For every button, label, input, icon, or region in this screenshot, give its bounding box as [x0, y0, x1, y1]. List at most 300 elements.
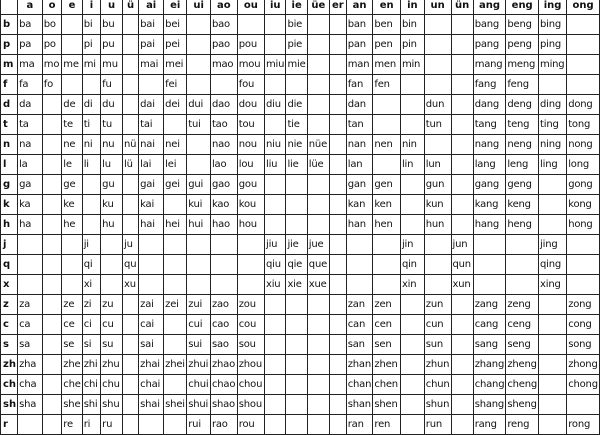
syllable-cell: hun [424, 215, 451, 235]
table-row [1, 115, 600, 135]
syllable-cell: zai [139, 295, 164, 315]
syllable-cell: shai [139, 395, 164, 415]
syllable-cell [539, 215, 567, 235]
syllable-cell [42, 95, 62, 115]
syllable-cell: rang [473, 415, 506, 435]
syllable-cell: long [567, 155, 600, 175]
syllable-cell: pen [373, 35, 401, 55]
syllable-cell: rui [187, 415, 211, 435]
syllable-cell: ren [373, 415, 401, 435]
syllable-cell: cun [424, 315, 451, 335]
syllable-cell [373, 155, 401, 175]
syllable-cell: bai [139, 15, 164, 35]
syllable-cell: xiu [264, 275, 285, 295]
syllable-cell: pin [400, 35, 424, 55]
syllable-cell [264, 315, 285, 335]
syllable-cell: han [346, 215, 373, 235]
syllable-cell: sao [210, 335, 237, 355]
syllable-cell [264, 115, 285, 135]
syllable-cell: bing [539, 15, 567, 35]
syllable-cell: hai [139, 215, 164, 235]
syllable-cell: xing [539, 275, 567, 295]
syllable-cell [539, 335, 567, 355]
syllable-cell: cha [18, 375, 43, 395]
syllable-cell [424, 15, 451, 35]
syllable-cell: ri [82, 415, 100, 435]
syllable-cell [329, 155, 346, 175]
syllable-cell: gong [567, 175, 600, 195]
syllable-cell: zhou [237, 355, 264, 375]
syllable-cell [307, 395, 329, 415]
syllable-cell: gang [473, 175, 506, 195]
syllable-cell [62, 275, 82, 295]
syllable-cell: cheng [506, 375, 539, 395]
syllable-cell [42, 315, 62, 335]
syllable-cell [451, 215, 473, 235]
final-header: ou [237, 0, 264, 15]
table-row [1, 155, 600, 175]
syllable-cell [451, 395, 473, 415]
syllable-cell: sou [237, 335, 264, 355]
syllable-cell [400, 315, 424, 335]
syllable-cell [18, 235, 43, 255]
syllable-cell [42, 275, 62, 295]
syllable-cell: nou [237, 135, 264, 155]
syllable-cell: na [18, 135, 43, 155]
syllable-cell [329, 255, 346, 275]
syllable-cell [123, 395, 139, 415]
syllable-cell: keng [506, 195, 539, 215]
syllable-cell: dong [567, 95, 600, 115]
syllable-cell: peng [506, 35, 539, 55]
syllable-cell [210, 235, 237, 255]
syllable-cell: zei [164, 295, 187, 315]
syllable-cell: san [346, 335, 373, 355]
syllable-cell [164, 275, 187, 295]
syllable-cell: hei [164, 215, 187, 235]
syllable-cell [42, 415, 62, 435]
final-header: en [373, 0, 401, 15]
syllable-cell [373, 235, 401, 255]
initial-header: q [1, 255, 18, 275]
syllable-cell: ben [373, 15, 401, 35]
final-header: o [42, 0, 62, 15]
syllable-cell [506, 255, 539, 275]
syllable-cell: sheng [506, 395, 539, 415]
syllable-cell [567, 75, 600, 95]
syllable-cell: te [62, 115, 82, 135]
syllable-cell [307, 175, 329, 195]
table-row [1, 215, 600, 235]
syllable-cell: ze [62, 295, 82, 315]
syllable-cell [187, 255, 211, 275]
syllable-cell: rong [567, 415, 600, 435]
syllable-cell: pei [164, 35, 187, 55]
syllable-cell [62, 75, 82, 95]
syllable-cell: mo [42, 55, 62, 75]
syllable-cell [307, 355, 329, 375]
syllable-cell [264, 15, 285, 35]
final-header: e [62, 0, 82, 15]
syllable-cell [42, 115, 62, 135]
syllable-cell [506, 235, 539, 255]
syllable-cell: jin [400, 235, 424, 255]
syllable-cell: shun [424, 395, 451, 415]
initial-header: m [1, 55, 18, 75]
syllable-cell [307, 95, 329, 115]
syllable-cell: pi [82, 35, 100, 55]
initial-header: b [1, 15, 18, 35]
initial-header: f [1, 75, 18, 95]
syllable-cell [329, 55, 346, 75]
syllable-cell [18, 415, 43, 435]
syllable-cell: zu [101, 295, 123, 315]
syllable-cell: bao [210, 15, 237, 35]
syllable-cell [62, 255, 82, 275]
syllable-cell: sang [473, 335, 506, 355]
syllable-cell [400, 215, 424, 235]
syllable-cell: qi [82, 255, 100, 275]
final-header: ai [139, 0, 164, 15]
final-header: ie [286, 0, 307, 15]
syllable-cell [329, 335, 346, 355]
syllable-cell: beng [506, 15, 539, 35]
initial-header: g [1, 175, 18, 195]
syllable-cell: ni [82, 135, 100, 155]
syllable-cell [286, 355, 307, 375]
initial-header: n [1, 135, 18, 155]
syllable-cell: kui [187, 195, 211, 215]
syllable-cell: gui [187, 175, 211, 195]
syllable-cell [539, 195, 567, 215]
initial-header: p [1, 35, 18, 55]
table-row [1, 175, 600, 195]
syllable-cell [424, 255, 451, 275]
syllable-cell [264, 355, 285, 375]
syllable-cell: hu [101, 215, 123, 235]
syllable-cell: lang [473, 155, 506, 175]
syllable-cell [329, 135, 346, 155]
syllable-cell: kou [237, 195, 264, 215]
syllable-cell [373, 95, 401, 115]
syllable-cell: liu [264, 155, 285, 175]
syllable-cell [42, 235, 62, 255]
syllable-cell: bie [286, 15, 307, 35]
syllable-cell: jing [539, 235, 567, 255]
syllable-cell: xin [400, 275, 424, 295]
syllable-cell [451, 315, 473, 335]
final-header: eng [506, 0, 539, 15]
syllable-cell [42, 195, 62, 215]
syllable-cell: ma [18, 55, 43, 75]
syllable-cell [264, 395, 285, 415]
syllable-cell: ban [346, 15, 373, 35]
syllable-cell: deng [506, 95, 539, 115]
syllable-cell: hao [210, 215, 237, 235]
final-header: an [346, 0, 373, 15]
syllable-cell [567, 35, 600, 55]
syllable-cell [307, 315, 329, 335]
syllable-cell [101, 235, 123, 255]
syllable-cell: sha [18, 395, 43, 415]
syllable-cell [18, 275, 43, 295]
syllable-cell: fei [164, 75, 187, 95]
table-row [1, 375, 600, 395]
syllable-cell [451, 95, 473, 115]
syllable-cell: ta [18, 115, 43, 135]
syllable-cell: he [62, 215, 82, 235]
final-header: ui [187, 0, 211, 15]
syllable-cell: fou [237, 75, 264, 95]
syllable-cell: de [62, 95, 82, 115]
syllable-cell: zhao [210, 355, 237, 375]
final-header: ün [451, 0, 473, 15]
syllable-cell [42, 155, 62, 175]
syllable-cell [101, 255, 123, 275]
syllable-cell: xie [286, 275, 307, 295]
syllable-cell: fo [42, 75, 62, 95]
syllable-cell [451, 375, 473, 395]
syllable-cell [62, 235, 82, 255]
syllable-cell: gu [101, 175, 123, 195]
syllable-cell [237, 235, 264, 255]
syllable-cell: lü [123, 155, 139, 175]
syllable-cell: la [18, 155, 43, 175]
syllable-cell [286, 215, 307, 235]
syllable-cell [473, 275, 506, 295]
syllable-cell: fa [18, 75, 43, 95]
syllable-cell [451, 135, 473, 155]
syllable-cell: nei [164, 135, 187, 155]
syllable-cell [424, 275, 451, 295]
syllable-cell: gun [424, 175, 451, 195]
syllable-cell: men [373, 55, 401, 75]
syllable-cell: ca [18, 315, 43, 335]
syllable-cell: zhong [567, 355, 600, 375]
syllable-cell: su [101, 335, 123, 355]
syllable-cell: mai [139, 55, 164, 75]
syllable-cell: ming [539, 55, 567, 75]
initial-header: sh [1, 395, 18, 415]
initial-header: j [1, 235, 18, 255]
syllable-cell: zang [473, 295, 506, 315]
syllable-cell: ha [18, 215, 43, 235]
syllable-cell [506, 275, 539, 295]
syllable-cell [400, 175, 424, 195]
syllable-cell: zhan [346, 355, 373, 375]
syllable-cell [329, 315, 346, 335]
syllable-cell [164, 335, 187, 355]
syllable-cell: nan [346, 135, 373, 155]
syllable-cell: chui [187, 375, 211, 395]
syllable-cell: bu [101, 15, 123, 35]
syllable-cell: pie [286, 35, 307, 55]
table-row [1, 55, 600, 75]
syllable-cell: zao [210, 295, 237, 315]
syllable-cell: zhen [373, 355, 401, 375]
syllable-cell: mao [210, 55, 237, 75]
syllable-cell: heng [506, 215, 539, 235]
syllable-cell [451, 355, 473, 375]
syllable-cell [286, 195, 307, 215]
syllable-cell [123, 355, 139, 375]
syllable-cell: niu [264, 135, 285, 155]
syllable-cell: fan [346, 75, 373, 95]
syllable-cell [237, 255, 264, 275]
syllable-cell [451, 55, 473, 75]
syllable-cell: zui [187, 295, 211, 315]
syllable-cell: cang [473, 315, 506, 335]
syllable-cell: mi [82, 55, 100, 75]
syllable-cell: cao [210, 315, 237, 335]
syllable-cell [400, 295, 424, 315]
syllable-cell: chan [346, 375, 373, 395]
syllable-cell: dang [473, 95, 506, 115]
syllable-cell [164, 375, 187, 395]
syllable-cell [42, 295, 62, 315]
syllable-cell: po [42, 35, 62, 55]
syllable-cell [123, 175, 139, 195]
syllable-cell [400, 95, 424, 115]
syllable-cell: kang [473, 195, 506, 215]
syllable-cell: qie [286, 255, 307, 275]
syllable-cell [187, 135, 211, 155]
syllable-cell: min [400, 55, 424, 75]
syllable-cell: zong [567, 295, 600, 315]
syllable-cell: shi [82, 395, 100, 415]
syllable-cell: run [424, 415, 451, 435]
syllable-cell: shang [473, 395, 506, 415]
syllable-cell [42, 335, 62, 355]
syllable-cell [329, 95, 346, 115]
syllable-cell: ke [62, 195, 82, 215]
syllable-cell [286, 315, 307, 335]
syllable-cell: nie [286, 135, 307, 155]
syllable-cell: tao [210, 115, 237, 135]
syllable-cell [139, 415, 164, 435]
syllable-cell [307, 335, 329, 355]
syllable-cell: neng [506, 135, 539, 155]
table-row [1, 275, 600, 295]
syllable-cell [400, 415, 424, 435]
syllable-cell [264, 295, 285, 315]
syllable-cell: shan [346, 395, 373, 415]
syllable-cell [264, 35, 285, 55]
final-header: ao [210, 0, 237, 15]
syllable-cell [424, 35, 451, 55]
syllable-cell [82, 75, 100, 95]
syllable-cell: hen [373, 215, 401, 235]
table-row [1, 335, 600, 355]
syllable-cell: tang [473, 115, 506, 135]
syllable-cell: kun [424, 195, 451, 215]
table-row [1, 195, 600, 215]
syllable-cell [567, 275, 600, 295]
syllable-cell: lao [210, 155, 237, 175]
syllable-cell: cui [187, 315, 211, 335]
syllable-cell [329, 35, 346, 55]
syllable-cell [567, 255, 600, 275]
syllable-cell [424, 75, 451, 95]
syllable-cell [164, 315, 187, 335]
syllable-cell [210, 75, 237, 95]
syllable-cell [329, 15, 346, 35]
syllable-cell [307, 55, 329, 75]
syllable-cell: sun [424, 335, 451, 355]
syllable-cell: gou [237, 175, 264, 195]
syllable-cell: xi [82, 275, 100, 295]
syllable-cell: song [567, 335, 600, 355]
syllable-cell [473, 235, 506, 255]
syllable-cell: zha [18, 355, 43, 375]
syllable-cell [346, 235, 373, 255]
syllable-cell [451, 415, 473, 435]
syllable-cell: du [101, 95, 123, 115]
syllable-cell [329, 175, 346, 195]
syllable-cell: seng [506, 335, 539, 355]
syllable-cell [539, 355, 567, 375]
syllable-cell [451, 75, 473, 95]
table-row [1, 355, 600, 375]
syllable-cell: reng [506, 415, 539, 435]
initial-header: z [1, 295, 18, 315]
syllable-cell [567, 15, 600, 35]
syllable-cell [264, 375, 285, 395]
syllable-cell: nin [400, 135, 424, 155]
syllable-cell [424, 135, 451, 155]
syllable-cell: zhe [62, 355, 82, 375]
syllable-cell: re [62, 415, 82, 435]
syllable-cell: zi [82, 295, 100, 315]
syllable-cell: zeng [506, 295, 539, 315]
syllable-cell [373, 275, 401, 295]
syllable-cell: qing [539, 255, 567, 275]
syllable-cell: tui [187, 115, 211, 135]
syllable-cell [400, 75, 424, 95]
syllable-cell [567, 395, 600, 415]
syllable-cell [307, 35, 329, 55]
syllable-cell [286, 295, 307, 315]
syllable-cell [187, 55, 211, 75]
syllable-cell: lei [164, 155, 187, 175]
syllable-cell: feng [506, 75, 539, 95]
syllable-cell: ba [18, 15, 43, 35]
syllable-cell: nen [373, 135, 401, 155]
syllable-cell: jiu [264, 235, 285, 255]
syllable-cell: lüe [307, 155, 329, 175]
syllable-cell [400, 395, 424, 415]
initial-header: zh [1, 355, 18, 375]
syllable-cell: ping [539, 35, 567, 55]
syllable-cell [264, 335, 285, 355]
syllable-cell: cong [567, 315, 600, 335]
syllable-cell [307, 415, 329, 435]
syllable-cell: ting [539, 115, 567, 135]
syllable-cell: ken [373, 195, 401, 215]
syllable-cell: nong [567, 135, 600, 155]
syllable-cell: lu [101, 155, 123, 175]
syllable-cell: shou [237, 395, 264, 415]
syllable-cell [264, 195, 285, 215]
final-header: ing [539, 0, 567, 15]
syllable-cell: qu [123, 255, 139, 275]
syllable-cell [62, 35, 82, 55]
syllable-cell: pao [210, 35, 237, 55]
syllable-cell: xu [123, 275, 139, 295]
syllable-cell: tu [101, 115, 123, 135]
syllable-cell: zhai [139, 355, 164, 375]
initial-header: d [1, 95, 18, 115]
